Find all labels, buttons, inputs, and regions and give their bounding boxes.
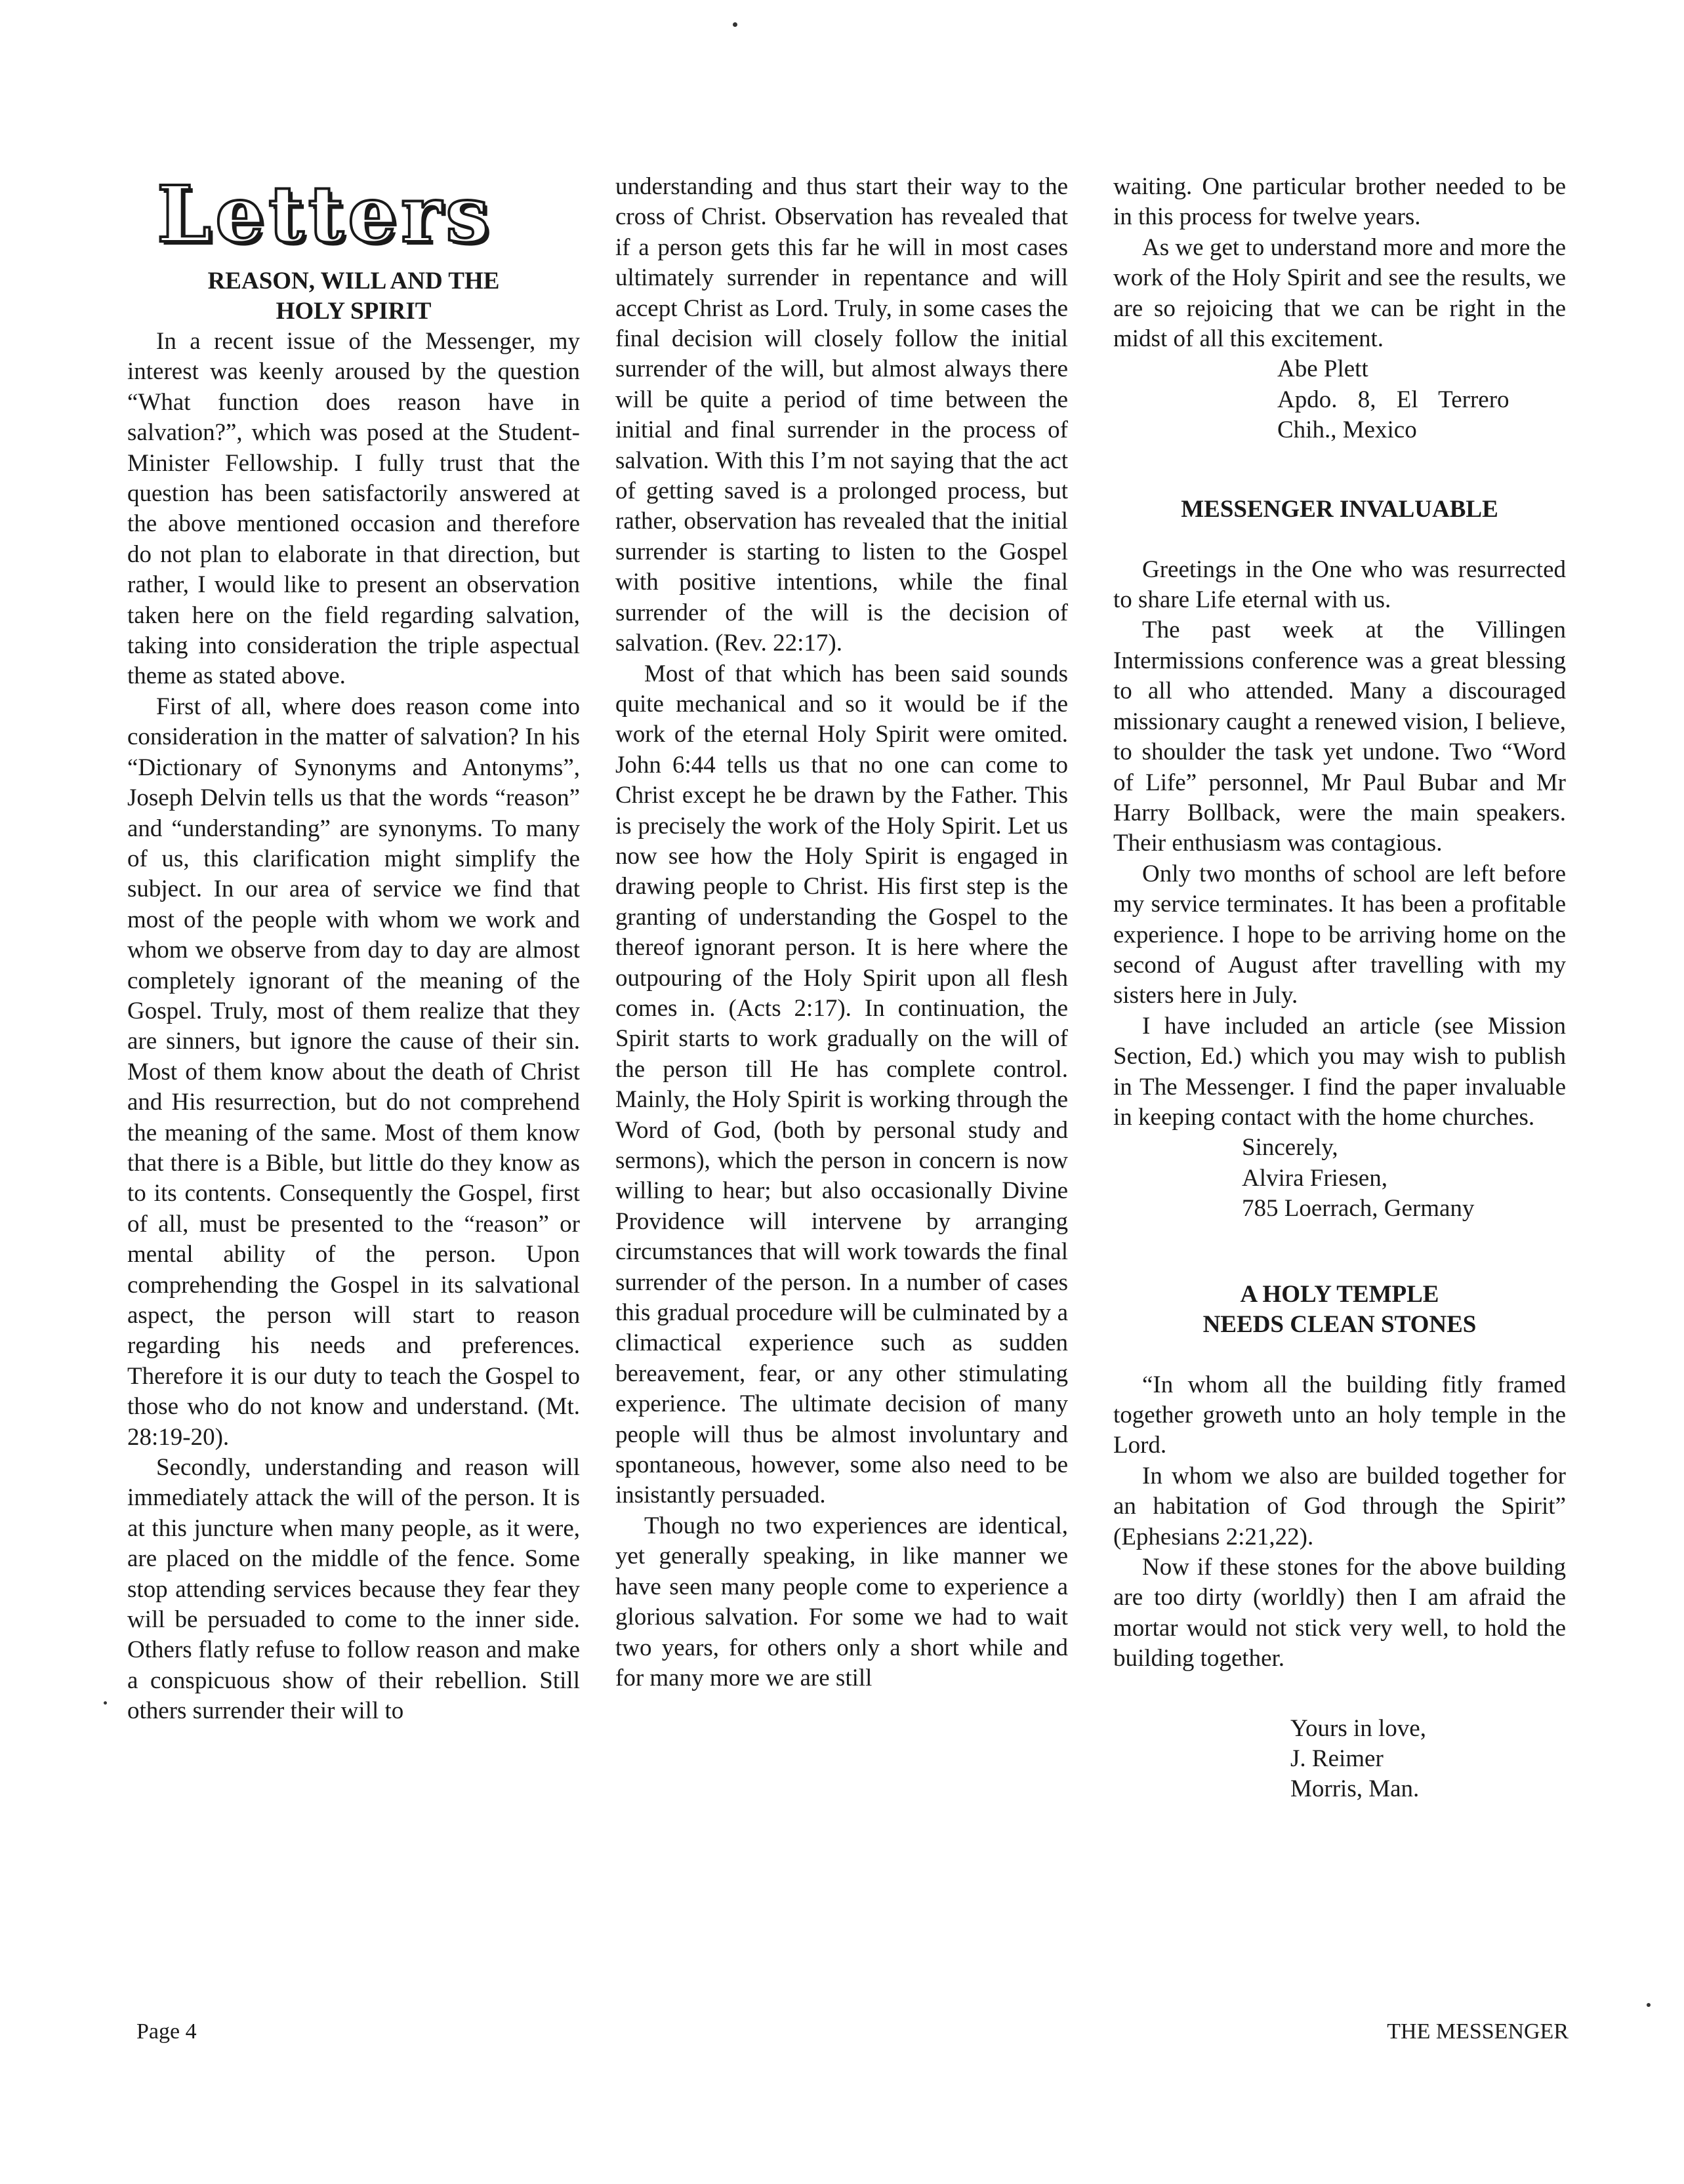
publication-name: THE MESSENGER: [1387, 2019, 1569, 2044]
letter-paragraph: Greetings in the One who was resurrected to share Life eternal with us.: [1113, 556, 1566, 614]
signature-name: J. Reimer: [1290, 1745, 1384, 1773]
scan-speck: [1647, 2003, 1651, 2007]
letter-paragraph: I have included an article (see Mission Section, Ed.) which you may wish to publish in The Messenger. I find the paper invaluable in keeping contact with the home churches.: [1113, 1012, 1566, 1131]
signature-line: Apdo. 8, El Terrero: [1277, 386, 1509, 413]
letter-paragraph-continued: understanding and thus start their way to the cross of Christ. Observation has revealed that if a person gets this far he will in most cases ultimately surrender in repentance and will accept Christ as Lord. Truly, in some cases the final decision will closely follow the initial surrender of the will, but almost always there will be quite a period of time between the initial and final surrender in the process of salvation. With this I’m not saying that the act of getting saved is a prolonged process, but rather, observation has revealed that the initial surrender is starting to listen to the Gospel with positive intentions, while the final surrender of the will is the decision of salvation. (Rev. 22:17).: [615, 173, 1068, 657]
letter-paragraph: First of all, where does reason come into consideration in the matter of salvation? In his “Dictionary of Synonyms and Antonyms”, Joseph Delvin tells us that the words “reason” and “understanding” are synonyms. To many of us, this clarification might simplify the subject. In our area of service we find that most of the people with whom we work and whom we observe from day to day are almost completely ignorant of the meaning of the Gospel. Truly, most of them realize that they are sinners, but ignore the cause of their sin. Most of them know about the death of Christ and His resurrection, but do not comprehend the meaning of the same. Most of them know that there is a Bible, but little do they know as to its contents. Consequently the Gospel, first of all, must be presented to the “reason” or mental ability of the person. Upon comprehending the Gospel in its salvational aspect, the person will start to reason regarding his needs and preferences. Therefore it is our duty to teach the Gospel to those who do not know and understand. (Mt. 28:19-20).: [127, 693, 580, 1451]
page-number: Page 4: [136, 2019, 197, 2044]
letter-paragraph: “In whom all the building fitly framed together groweth unto an holy temple in the Lord.: [1113, 1371, 1566, 1459]
letter-paragraph: The past week at the Villingen Intermissions conference was a great blessing to all who attended. Many a discouraged missionary caught a renewed vision, I believe, to shoulder the task yet undone. Two “Word of Life” personnel, Mr Paul Bubar and Mr Harry Bollback, were the main speakers. Their enthusiasm was contagious.: [1113, 617, 1566, 857]
letter-signature: [1242, 1133, 1566, 1224]
letter-signature: [1290, 1714, 1566, 1805]
signature-name: Alvira Friesen,: [1242, 1164, 1387, 1192]
signature-line: 785 Loerrach, Germany: [1242, 1195, 1475, 1223]
column-2: [615, 172, 1068, 1693]
letter-paragraph: Now if these stones for the above building are too dirty (worldly) then I am afraid the mortar would not stick very well, to hold the building together.: [1113, 1554, 1566, 1672]
column-1: [127, 169, 580, 1727]
letter-signature: [1277, 354, 1566, 445]
letter-title: REASON, WILL AND THE HOLY SPIRIT: [207, 268, 500, 325]
scan-speck: [104, 1701, 107, 1705]
signature-line: Sincerely,: [1242, 1134, 1338, 1162]
letter-paragraph: In a recent issue of the Messenger, my interest was keenly aroused by the question “What function does reason have in salvation?”, which was posed at the Student-Minister Fellowship. I fully trust that the question has been satisfactorily answered at the above mentioned occasion and therefore do not plan to elaborate in that direction, but rather, I would like to present an observation taken here on the field regarding salvation, taking into consideration the triple aspectual theme as stated above.: [127, 328, 580, 690]
letter-paragraph: Most of that which has been said sounds quite mechanical and so it would be if the work of the eternal Holy Spirit were omited. John 6:44 tells us that no one can come to Christ except he be drawn by the Father. This is precisely the work of the Holy Spirit. Let us now see how the Holy Spirit is engaged in drawing people to Christ. His first step is the granting of understanding the Gospel to the thereof ignorant person. It is here where the outpouring of the Holy Spirit upon all flesh comes in. (Acts 2:17). In continuation, the Spirit starts to work gradually on the will of the person till He has complete control. Mainly, the Holy Spirit is working through the Word of God, (both by personal study and sermons), which the person in concern is now willing to hear; but also occasionally Divine Providence will intervene by arranging circumstances that will work towards the final surrender of the person. In a number of cases this gradual procedure will be culminated by a climactical experience such as sudden bereavement, fear, or any other stimulating experience. The ultimate decision of many people will thus be almost involuntary and spontaneous, however, some also need to be insistantly persuaded.: [615, 660, 1068, 1509]
letter-paragraph: As we get to understand more and more the work of the Holy Spirit and see the results, we are so rejoicing that we can be right in the midst of all this excitement.: [1113, 233, 1566, 353]
letter-paragraph: In whom we also are builded together for an habitation of God through the Spirit” (Ephesians 2:21,22).: [1113, 1462, 1566, 1550]
letter-paragraph: Though no two experiences are identical, yet generally speaking, in like manner we have seen many people come to experience a glorious salvation. For some we had to wait two years, for others only a short while and for many more we are still: [615, 1512, 1068, 1691]
letter-paragraph: Only two months of school are left before my service terminates. It has been a profitable experience. I hope to be arriving home on the second of August after travelling with my sisters here in July.: [1113, 860, 1566, 1009]
letter-paragraph: Secondly, understanding and reason will immediately attack the will of the person. It is at this juncture when many people, as it were, are placed on the middle of the fence. Some stop attending services because they fear they will be persuaded to come to the inner side. Others flatly refuse to follow reason and make a conspicuous show of their rebellion. Still others surrender their will to: [127, 1454, 580, 1725]
signature-line: Chih., Mexico: [1277, 416, 1417, 444]
signature-line: Yours in love,: [1290, 1714, 1426, 1742]
scan-speck: [733, 22, 737, 27]
column-3: [1113, 172, 1566, 1805]
letter-title: MESSENGER INVALUABLE: [1181, 495, 1498, 523]
letter-paragraph-continued: waiting. One particular brother needed to be in this process for twelve years.: [1113, 173, 1566, 231]
signature-name: Abe Plett: [1277, 355, 1368, 383]
signature-line: Morris, Man.: [1290, 1775, 1420, 1803]
section-masthead: Letters: [157, 169, 493, 260]
letter-title: A HOLY TEMPLE NEEDS CLEAN STONES: [1202, 1280, 1477, 1338]
